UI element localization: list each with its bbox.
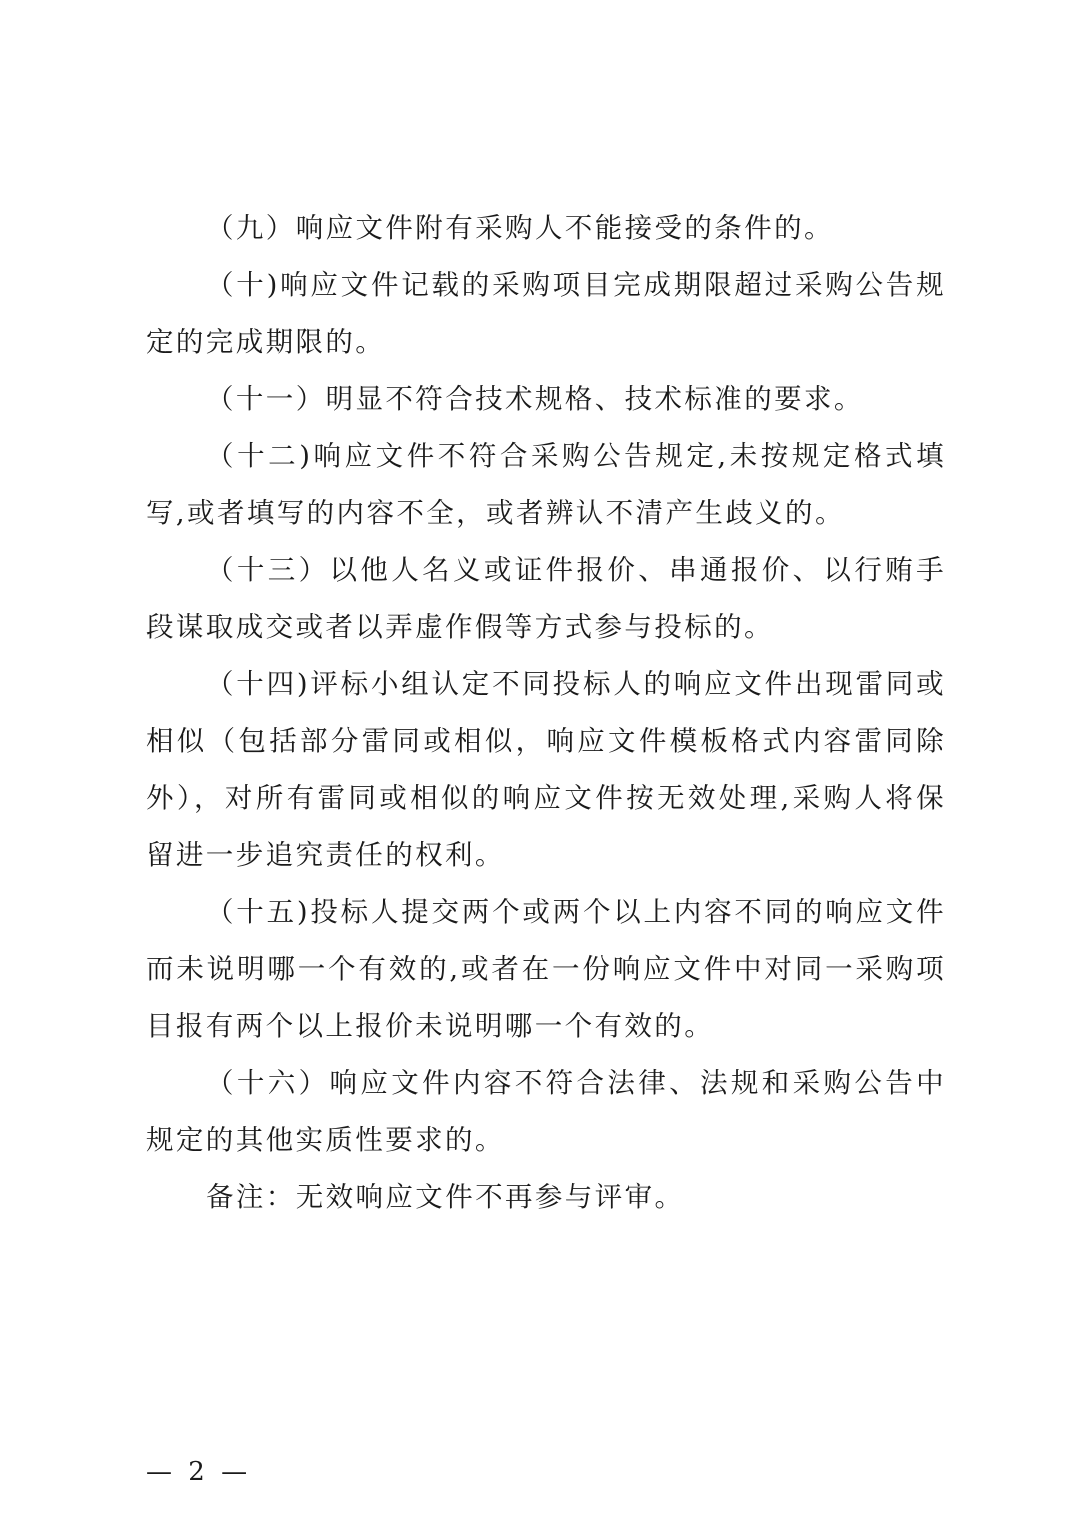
clause-11: （十一）明显不符合技术规格、技术标准的要求。 [206,383,864,415]
clause-10: （十)响应文件记载的采购项目完成期限超过采购公告规定的完成期限的。 [146,269,946,358]
document-body [146,200,946,1226]
clause-13: （十三）以他人名义或证件报价、串通报价、以行贿手段谋取成交或者以弄虚作假等方式参与投标的。 [146,554,946,643]
clause-12: （十二)响应文件不符合采购公告规定,未按规定格式填写,或者填写的内容不全，或者辨认不清产生歧义的。 [146,440,946,529]
clause-15: （十五)投标人提交两个或两个以上内容不同的响应文件而未说明哪一个有效的,或者在一份响应文件中对同一采购项目报有两个以上报价未说明哪一个有效的。 [146,896,946,1042]
clause-14: （十四)评标小组认定不同投标人的响应文件出现雷同或相似（包括部分雷同或相似，响应文件模板格式内容雷同除外），对所有雷同或相似的响应文件按无效处理,采购人将保留进一步追究责任的权利。 [146,668,946,871]
page-number: — 2 — [146,1457,252,1487]
remark-note: 备注：无效响应文件不再参与评审。 [206,1181,685,1213]
clause-16: （十六）响应文件内容不符合法律、法规和采购公告中规定的其他实质性要求的。 [146,1067,946,1156]
clause-9: （九）响应文件附有采购人不能接受的条件的。 [206,212,834,244]
